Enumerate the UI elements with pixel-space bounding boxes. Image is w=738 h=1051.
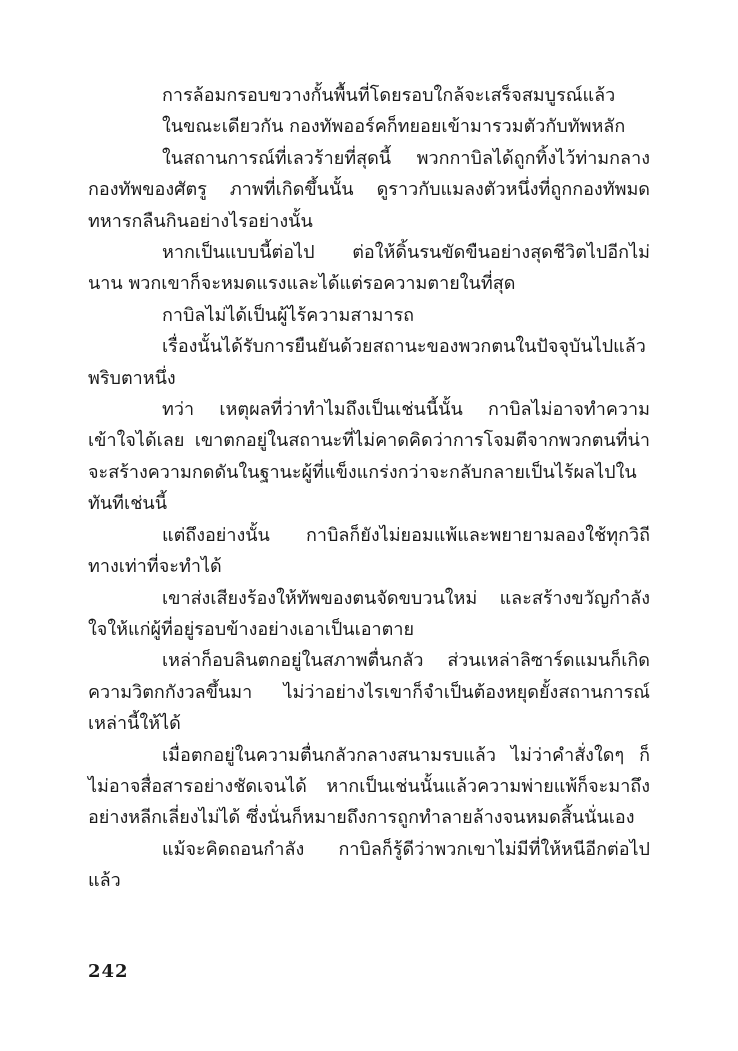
page-number: 242 <box>88 961 129 982</box>
paragraph: การล้อมกรอบขวางกั้นพื้นที่โดยรอบใกล้จะเสร็จสมบูรณ์แล้ว <box>162 85 616 106</box>
paragraph: ในสถานการณ์ที่เลวร้ายที่สุดนี้ พวกกาบิลได้ถูกทิ้งไว้ท่ามกลางกองทัพของศัตรู ภาพที่เกิดขึ้นนั้น ดูราวกับแมลงตัวหนึ่งที่ถูกกองทัพมดทหารกลืนกินอย่างไรอย่างนั้น <box>88 147 650 232</box>
paragraph: กาบิลไม่ได้เป็นผู้ไร้ความสามารถ <box>162 304 415 326</box>
paragraph: แม้จะคิดถอนกำลัง กาบิลก็รู้ดีว่าพวกเขาไม่มีที่ให้หนีอีกต่อไปแล้ว <box>88 838 650 892</box>
paragraph: แต่ถึงอย่างนั้น กาบิลก็ยังไม่ยอมแพ้และพยายามลองใช้ทุกวิถีทางเท่าที่จะทำได้ <box>88 524 650 578</box>
body-text <box>88 80 650 897</box>
paragraph: ทว่า เหตุผลที่ว่าทำไมถึงเป็นเช่นนี้นั้น กาบิลไม่อาจทำความเข้าใจได้เลย เขาตกอยู่ในสถานะที่ไม่คาดคิดว่าการโจมตีจากพวกตนที่น่าจะสร้างความกดดันในฐานะผู้ที่แข็งแกร่งกว่าจะกลับกลายเป็นไร้ผลไปในทันทีเช่นนี้ <box>88 399 650 515</box>
paragraph: เขาส่งเสียงร้องให้ทัพของตนจัดขบวนใหม่ และสร้างขวัญกำลังใจให้แก่ผู้ที่อยู่รอบข้างอย่างเอาเป็นเอาตาย <box>88 587 650 640</box>
paragraph: เมื่อตกอยู่ในความตื่นกลัวกลางสนามรบแล้ว ไม่ว่าคำสั่งใดๆ ก็ไม่อาจสื่อสารอย่างชัดเจนได้ หากเป็นเช่นนั้นแล้วความพ่ายแพ้ก็จะมาถึงอย่างหลีกเลี่ยงไม่ได้ ซึ่งนั่นก็หมายถึงการถูกทำลายล้างจนหมดสิ้นนั่นเอง <box>88 744 650 829</box>
paragraph: หากเป็นแบบนี้ต่อไป ต่อให้ดิ้นรนขัดขืนอย่างสุดชีวิตไปอีกไม่นาน พวกเขาก็จะหมดแรงและได้แต่รอความตายในที่สุด <box>88 242 650 295</box>
paragraph: เรื่องนั้นได้รับการยืนยันด้วยสถานะของพวกตนในปัจจุบันไปแล้วพริบตาหนึ่ง <box>88 336 646 389</box>
paragraph: เหล่าก็อบลินตกอยู่ในสภาพตื่นกลัว ส่วนเหล่าลิซาร์ดแมนก็เกิดความวิตกกังวลขึ้นมา ไม่ว่าอย่างไรเขาก็จำเป็นต้องหยุดยั้งสถานการณ์เหล่านี้ให้ได้ <box>88 650 650 735</box>
paragraph: ในขณะเดียวกัน กองทัพออร์คก็ทยอยเข้ามารวมตัวกับทัพหลัก <box>162 116 626 138</box>
